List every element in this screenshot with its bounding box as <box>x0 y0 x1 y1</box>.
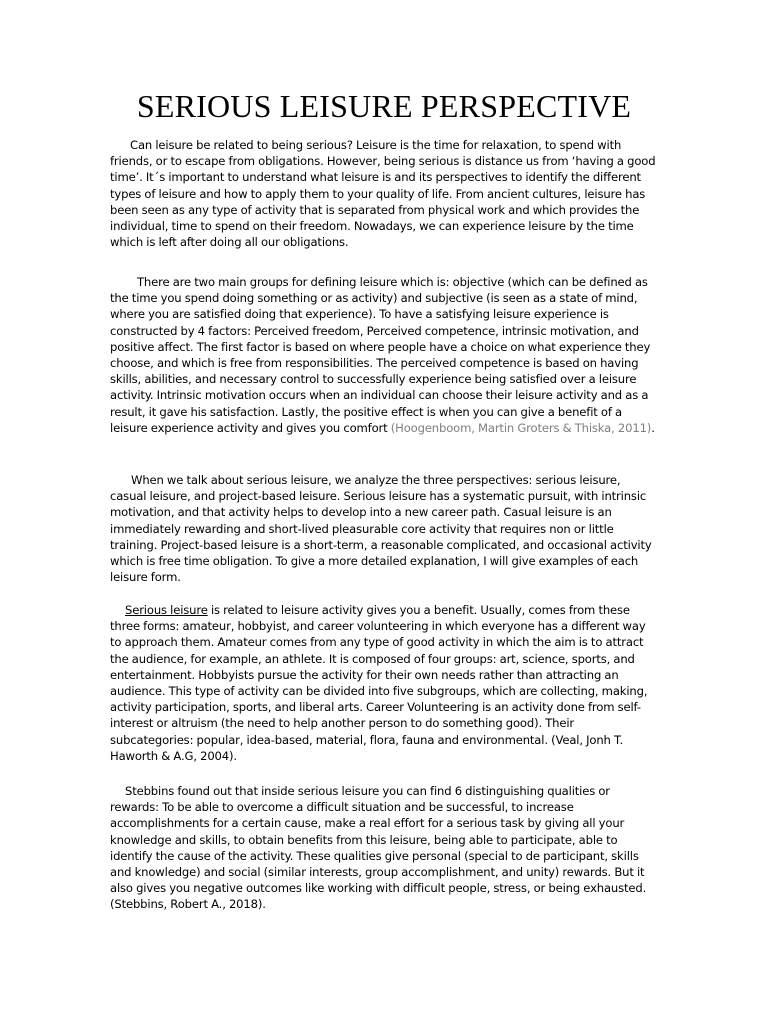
paragraph-4-text: is related to leisure activity gives you a benefit. Usually, comes from these three forms: amateur, hobbyist, and career volunteering in which everyone has a different way to approach them. Amateur comes from any type of good activity in which the aim is to attract the audience, for example, an athlete. It is composed of four groups: art, science, sports, and entertainment. Hobbyists pursue the activity for their own needs rather than attracting an audience. This type of activity can be divided into five subgroups, which are collecting, making, activity participation, sports, and liberal arts. Career Volunteering is an activity done from self-interest or altruism (the need to help another person to do something good). Their subcategories: popular, idea-based, material, flora, fauna and environmental. (Veal, Jonh T. Haworth & A.G, 2004). <box>110 603 648 763</box>
paragraph-2-text: There are two main groups for defining leisure which is: objective (which can be defined as the time you spend doing something or as activity) and subjective (is seen as a state of mind, where you are satisfied doing that experience). To have a satisfying leisure experience is constructed by 4 factors: Perceived freedom, Perceived competence, intrinsic motivation, and positive affect. The first factor is based on where people have a choice on what experience they choose, and which is free from responsibilities. The perceived competence is based on having skills, abilities, and necessary control to successfully experience being satisfied over a leisure activity. Intrinsic motivation occurs when an individual can choose their leisure activity and as a result, it gave his satisfaction. Lastly, the positive effect is when you can give a benefit of a leisure experience activity and gives you comfort <box>110 275 651 435</box>
paragraph-4 <box>110 602 658 764</box>
paragraph-2-end: . <box>651 420 655 435</box>
document-title: SERIOUS LEISURE PERSPECTIVE <box>136 88 632 124</box>
paragraph-2 <box>110 274 658 436</box>
paragraph-2-citation: (Hoogenboom, Martin Groters & Thiska, 2011) <box>390 420 652 435</box>
paragraph-5: Stebbins found out that inside serious leisure you can find 6 distinguishing qualities or rewards: To be able to overcome a difficult situation and be successful, to increase accomplishments for a certain cause, make a real effort for a serious task by giving all your knowledge and skills, to obtain benefits from this leisure, being able to participate, able to identify the cause of the activity. These qualities give personal (special to de participant, skills and knowledge) and social (similar interests, group accomplishment, and unity) rewards. But it also gives you negative outcomes like working with difficult people, stress, or being exhausted. (Stebbins, Robert A., 2018). <box>110 784 647 912</box>
paragraph-3: When we talk about serious leisure, we analyze the three perspectives: serious leisure, casual leisure, and project-based leisure. Serious leisure has a systematic pursuit, with intrinsic motivation, and that activity helps to develop into a new career path. Casual leisure is an immediately rewarding and short-lived pleasurable core activity that requires non or little training. Project-based leisure is a short-term, a reasonable complicated, and occasional activity which is free time obligation. To give a more detailed explanation, I will give examples of each leisure form. <box>110 473 652 585</box>
paragraph-1: Can leisure be related to being serious? Leisure is the time for relaxation, to spend with friends, or to escape from obligations. However, being serious is distance us from ‘having a good time’. It´s important to understand what leisure is and its perspectives to identify the different types of leisure and how to apply them to your quality of life. From ancient cultures, leisure has been seen as any type of activity that is separated from physical work and which provides the individual, time to spend on their freedom. Nowadays, we can experience leisure by the time which is left after doing all our obligations. <box>110 138 656 250</box>
serious-leisure-term: Serious leisure <box>125 603 208 617</box>
